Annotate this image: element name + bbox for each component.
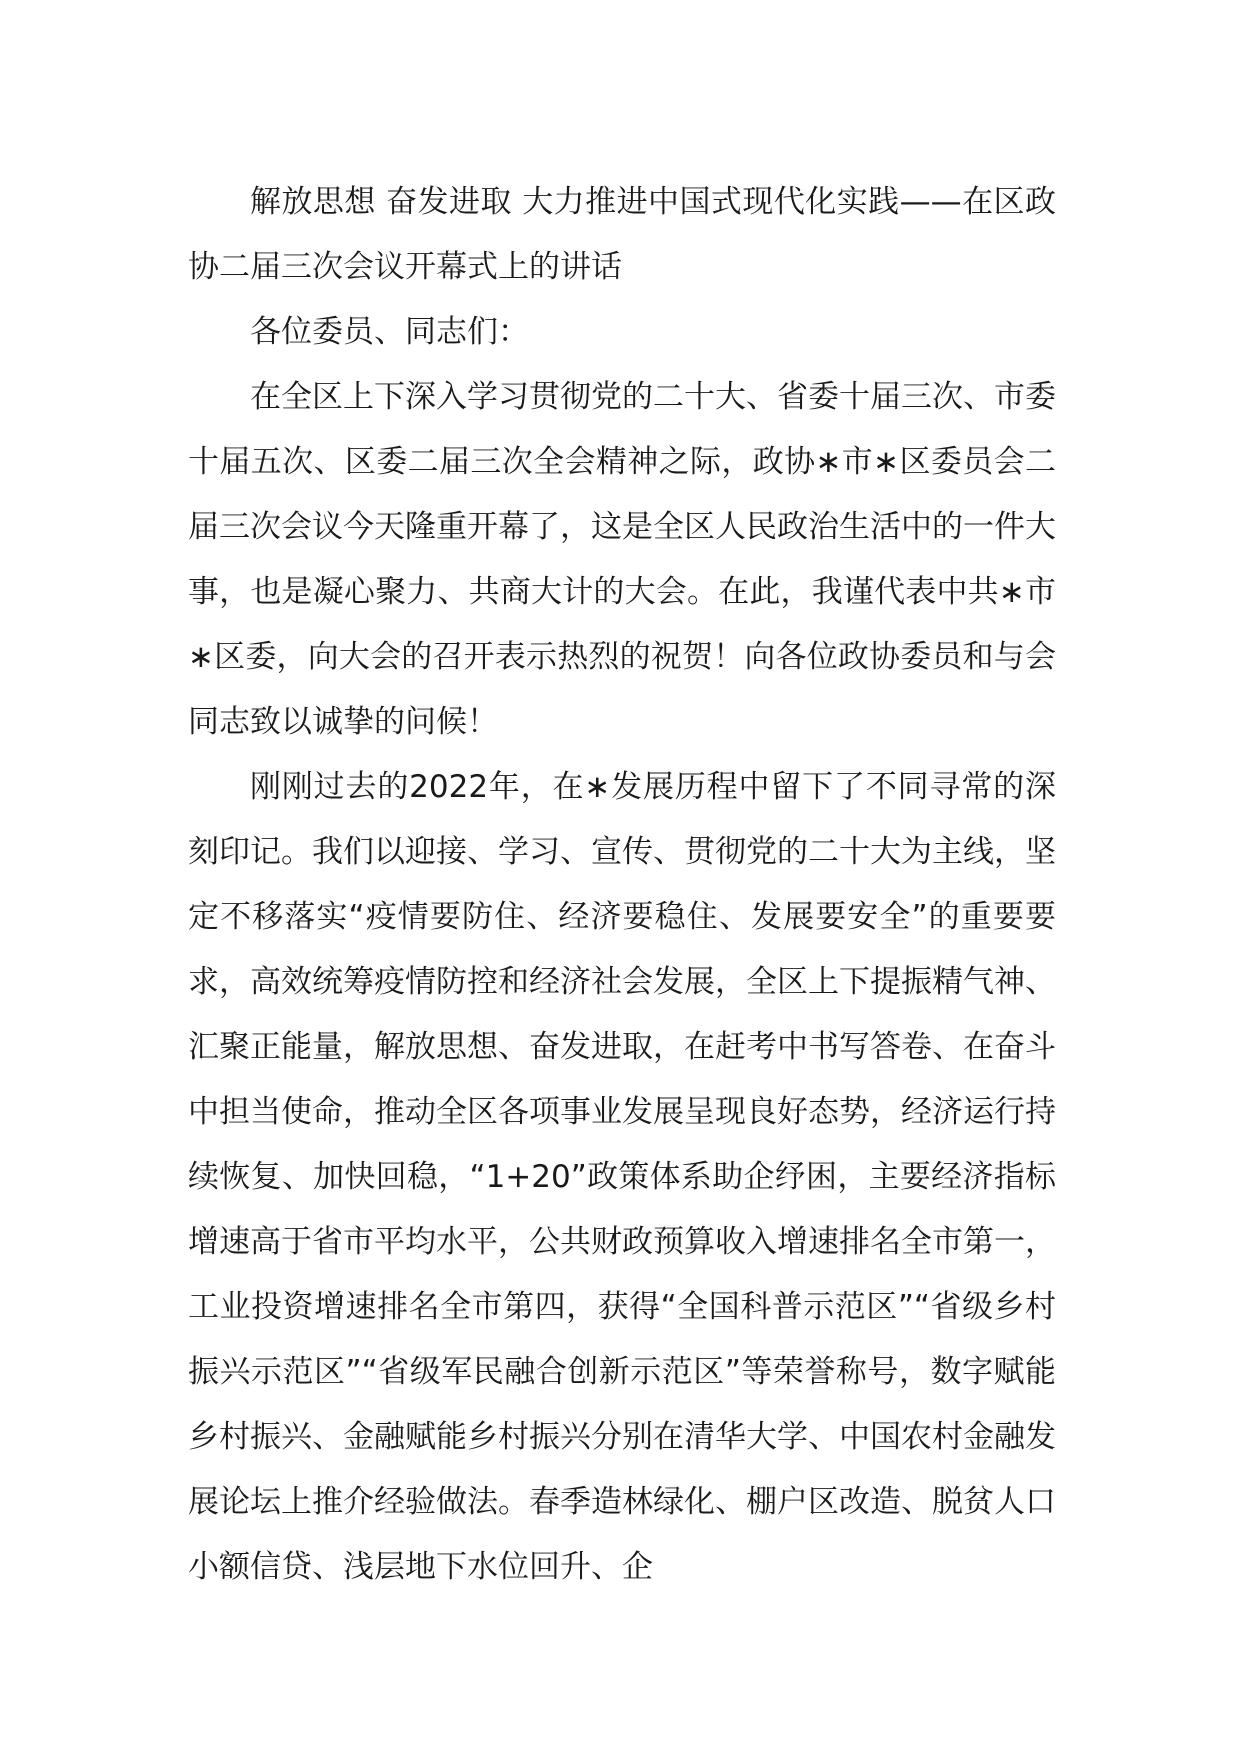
salutation: 各位委员、同志们：: [250, 314, 529, 350]
paragraph-2: 刚刚过去的2022年，在∗发展历程中留下了不同寻常的深刻印记。我们以迎接、学习、宣传、贯彻党的二十大为主线，坚定不移落实“疫情要防住、经济要稳住、发展要安全”的重要要求，高效统筹疫情防控和经济社会发展，全区上下提振精气神、汇聚正能量，解放思想、奋发进取，在赶考中书写答卷、在奋斗中担当使命，推动全区各项事业发展呈现良好态势，经济运行持续恢复、加快回稳，“1+20”政策体系助企纾困，主要经济指标增速高于省市平均水平，公共财政预算收入增速排名全市第一，工业投资增速排名全市第四，获得“全国科普示范区”“省级乡村振兴示范区”“省级军民融合创新示范区”等荣誉称号，数字赋能乡村振兴、金融赋能乡村振兴分别在清华大学、中国农村金融发展论坛上推介经验做法。春季造林绿化、棚户区改造、脱贫人口小额信贷、浅层地下水位回升、企: [188, 769, 1056, 1585]
paragraph-1: 在全区上下深入学习贯彻党的二十大、省委十届三次、市委十届五次、区委二届三次全会精神之际，政协∗市∗区委员会二届三次会议今天隆重开幕了，这是全区人民政治生活中的一件大事，也是凝心聚力、共商大计的大会。在此，我谨代表中共∗市∗区委，向大会的召开表示热烈的祝贺！向各位政协委员和与会同志致以诚挚的问候！: [188, 379, 1056, 740]
document-title: 解放思想 奋发进取 大力推进中国式现代化实践——在区政协二届三次会议开幕式上的讲话: [188, 184, 1056, 285]
document-body: [188, 170, 1056, 1600]
